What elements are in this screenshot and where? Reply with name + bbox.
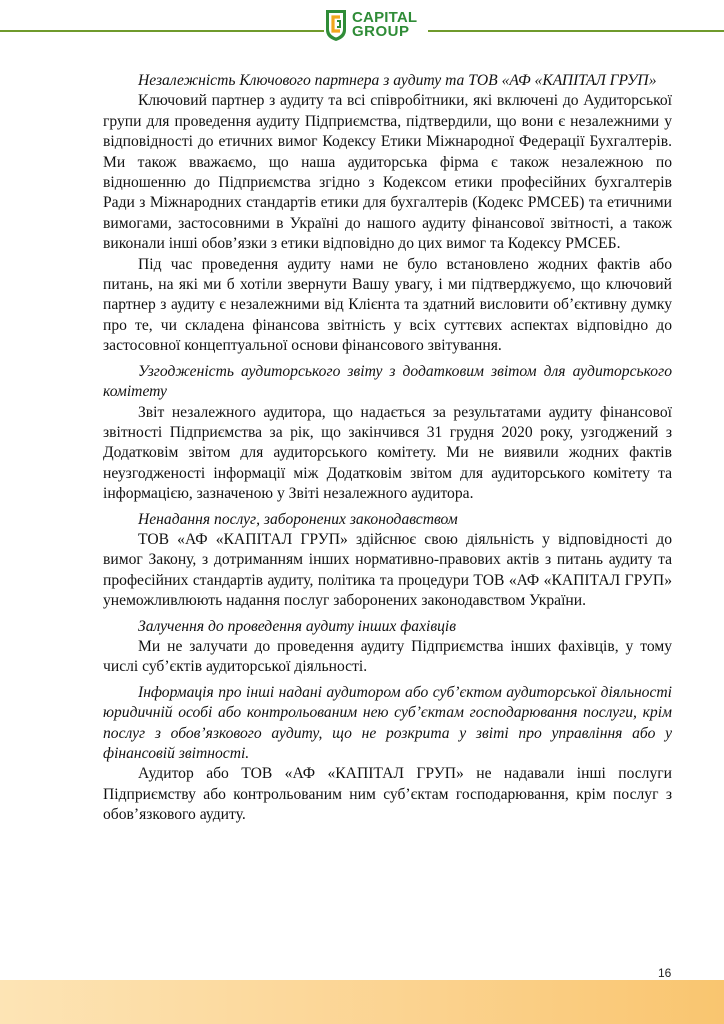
section-heading-other-services: Інформація про інші надані аудитором або суб’єктом аудиторської діяльності юридичній особі або контрольованим нею суб’єктам господарювання послуги, крім послуг з обов’язкового аудиту, що не розкрита у звіті про управління або у фінансовій звітності. — [103, 683, 672, 762]
paragraph-other-services: Аудитор або ТОВ «АФ «КАПІТАЛ ГРУП» не надавали інші послуги Підприємству або контрольованим ним суб’єктам господарювання, крім послуг з обов’язкового аудиту. — [103, 765, 672, 824]
logo-wordmark — [352, 11, 417, 39]
section-heading-consistency: Узгодженість аудиторського звіту з додатковим звітом для аудиторського комітету — [103, 362, 672, 401]
section-heading-other-specialists: Залучення до проведення аудиту інших фахівців — [138, 617, 456, 635]
section-heading-independence: Незалежність Ключового партнера з аудиту та ТОВ «АФ «КАПІТАЛ ГРУП» — [138, 72, 657, 89]
footer-band — [0, 980, 724, 1024]
page-number: 16 — [658, 966, 672, 980]
paragraph-other-specialists: Ми не залучати до проведення аудиту Підприємства інших фахівців, у тому числі суб’єктів аудиторської діяльності. — [103, 637, 672, 676]
company-logo — [324, 4, 428, 46]
document-body — [103, 71, 672, 826]
paragraph-consistency: Звіт незалежного аудитора, що надається за результатами аудиту фінансової звітності Підприємства за рік, що закінчився 31 грудня 2020 року, узгоджений з Додатковім звітом для аудиторського комітету. Ми не виявили жодних фактів неузгодженості інформації між Додатковім звітом для аудиторського комітету та інформацією, зазначеною у Звіті незалежного аудитора. — [103, 403, 672, 503]
paragraph-independence-2: Під час проведення аудиту нами не було встановлено жодних фактів або питань, на які ми б хотіли звернути Вашу увагу, і ми підтверджуємо, що ключовий партнер з аудиту є незалежними від Клієнта та здатний висловити об’єктивну думку про те, чи складена фінансова звітність у всіх суттєвих аспектах відповідно до застосовної концептуальної основи фінансового звітування. — [103, 255, 672, 355]
logo-line-1: CAPITAL — [352, 9, 418, 26]
paragraph-independence-1: Ключовий партнер з аудиту та всі співробітники, які включені до Аудиторської групи для проведення аудиту Підприємства, підтвердили, що вони є незалежними у відповідності до етичних вимог Кодексу Етики Міжнародної Федерації Бухгалтерів. Ми також вважаємо, що наша аудиторська фірма є також незалежною по відношенню до Підприємства згідно з Кодексом етики професійних бухгалтерів Ради з Міжнародних стандартів етики для бухгалтерів (Кодекс РМСЕБ) та етичними вимогами, застосовними в Україні до нашого аудиту фінансової звітності, а також виконали інші обов’язки з етики відповідно до цих вимог та Кодексу РМСЕБ. — [103, 92, 672, 253]
logo-line-2: GROUP — [352, 23, 410, 40]
paragraph-prohibited-services: ТОВ «АФ «КАПІТАЛ ГРУП» здійснює свою діяльність у відповідності до вимог Закону, з дотриманням інших нормативно-правових актів з питань аудиту та професійних стандартів аудиту, політика та процедури ТОВ «АФ «КАПІТАЛ ГРУП» унеможливлюють надання послуг заборонених законодавством України. — [103, 530, 672, 610]
logo-emblem-icon — [324, 8, 348, 42]
section-heading-prohibited-services: Ненадання послуг, заборонених законодавством — [138, 510, 458, 528]
